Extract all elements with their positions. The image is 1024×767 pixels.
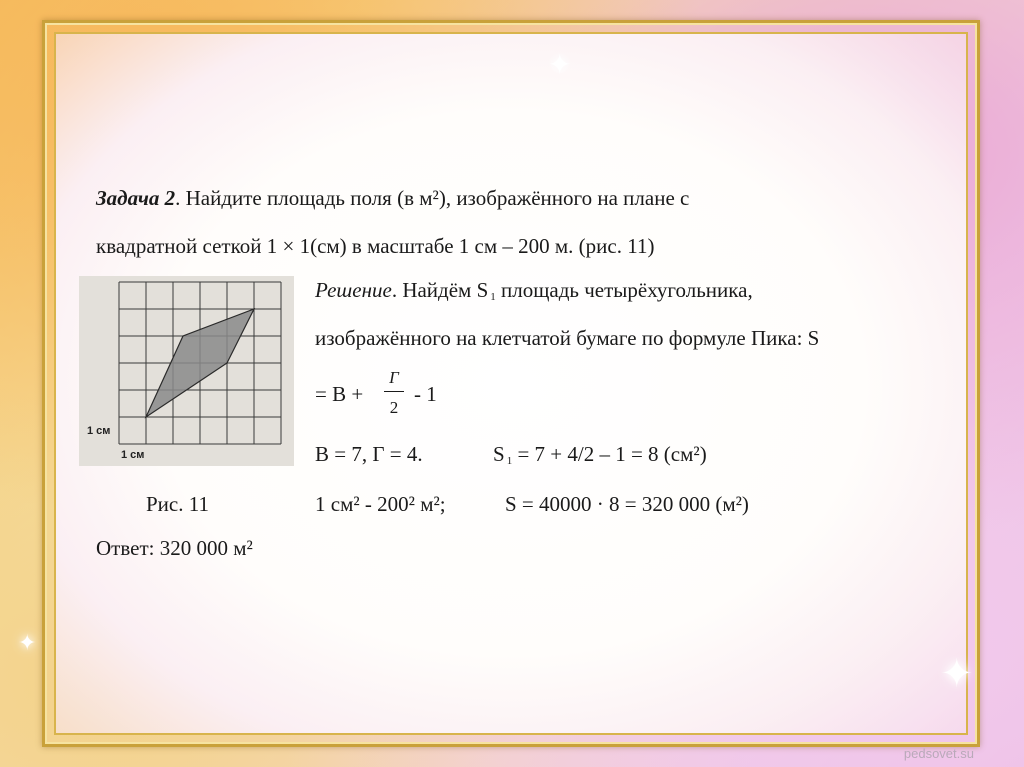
fraction-numerator: Г (389, 368, 399, 387)
values-text-a: В = 7, Г = 4. (315, 442, 423, 466)
task-line-1 (96, 188, 689, 209)
solution-text-1a: . Найдём S (391, 278, 489, 302)
fraction-denominator: 2 (389, 398, 399, 417)
solution-label: Решение (315, 278, 392, 302)
values-text-b: = 7 + 4/2 – 1 = 8 (см²) (517, 442, 707, 466)
sparkle-icon: ✦ (940, 651, 974, 696)
figure-label-horizontal: 1 см (121, 449, 145, 461)
solution-subscript: 1 (490, 291, 496, 303)
task-line-2 (96, 236, 654, 257)
task-title: Задача 2 (96, 186, 176, 210)
figure-caption: Рис. 11 (146, 492, 209, 516)
values-computation (493, 444, 707, 467)
figure-label-vertical: 1 см (87, 425, 111, 437)
sparkle-icon: ✦ (548, 50, 572, 81)
solution-line-2 (315, 328, 819, 349)
values-line (315, 444, 423, 465)
fraction-bar (384, 391, 404, 392)
solution-text-2: изображённого на клетчатой бумаге по формуле Пика: S (315, 326, 820, 350)
formula-suffix: - 1 (414, 382, 437, 406)
solution-text-1b: площадь четырёхугольника, (495, 278, 753, 302)
values-subscript: 1 (506, 455, 513, 467)
task-text-1: . Найдите площадь поля (в м²), изображённого на плане с (175, 186, 690, 210)
solution-line-1 (315, 280, 753, 303)
sparkle-icon: ✦ (18, 630, 37, 655)
values-s: S (493, 442, 505, 466)
scale-line: 1 см² - 200² м²; (315, 492, 446, 516)
answer-line: Ответ: 320 000 м² (96, 536, 253, 560)
grid-figure (79, 276, 294, 466)
result-line: S = 40000 · 8 = 320 000 (м²) (505, 492, 749, 516)
formula-prefix: = В + (315, 382, 364, 406)
task-text-2: квадратной сеткой 1 × 1(см) в масштабе 1 см – 200 м. (рис. 11) (96, 234, 655, 258)
watermark: pedsovet.su (903, 746, 974, 761)
